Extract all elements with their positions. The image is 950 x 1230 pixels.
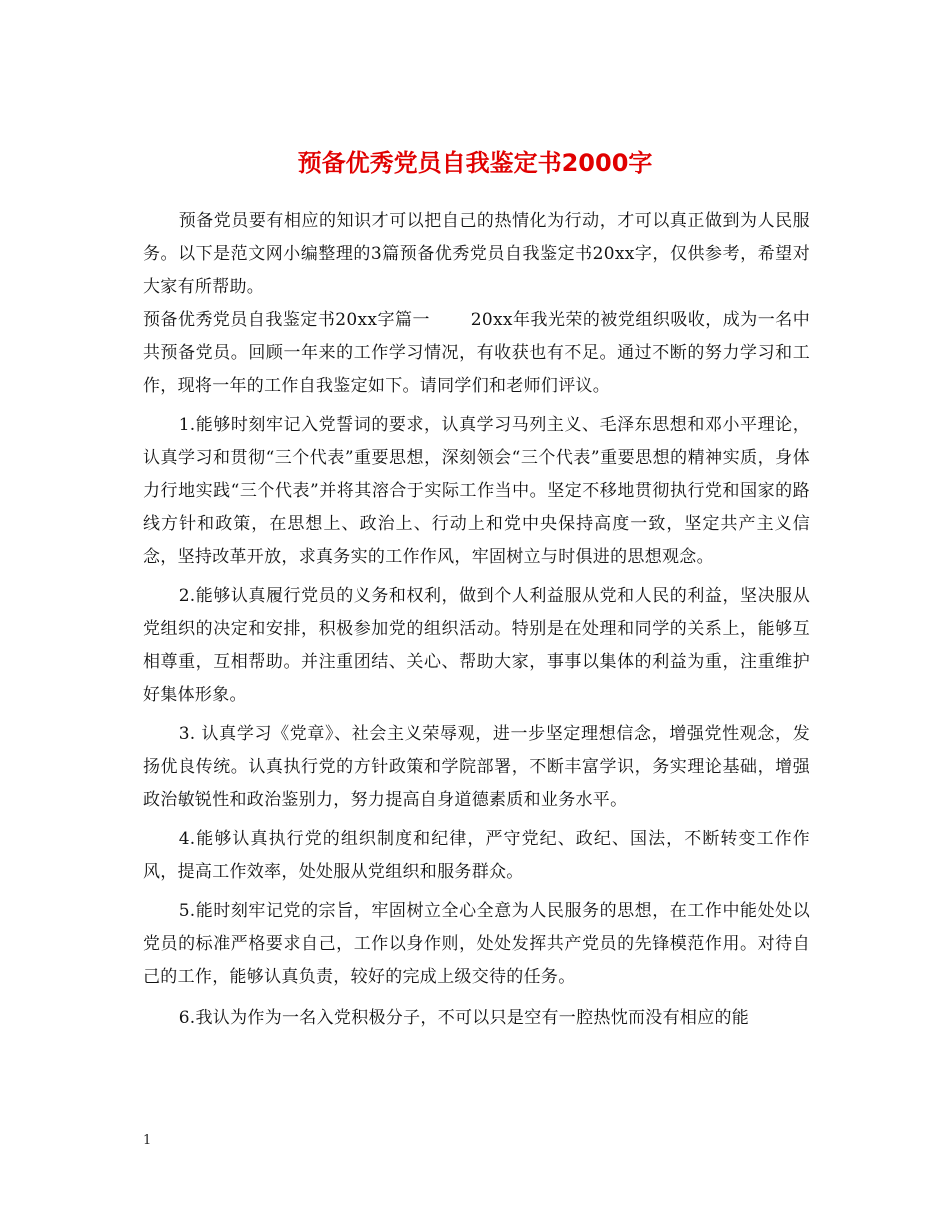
page-number: 1 — [143, 1133, 152, 1148]
point-2-paragraph: 2.能够认真履行党员的义务和权利，做到个人利益服从党和人民的利益，坚决服从党组织的决定和安排，积极参加党的组织活动。特别是在处理和同学的关系上，能够互相尊重，互相帮助。并注重团结、关心、帮助大家，事事以集体的利益为重，注重维护好集体形象。 — [143, 586, 810, 705]
point-3-paragraph: 3. 认真学习《党章》、社会主义荣辱观，进一步坚定理想信念，增强党性观念，发扬优良传统。认真执行党的方针政策和学院部署，不断丰富学识，务实理论基础，增强政治敏锐性和政治鉴别力，努力提高自身道德素质和业务水平。 — [143, 724, 810, 810]
section-one-paragraph: 预备优秀党员自我鉴定书20xx字篇一 20xx年我光荣的被党组织吸收，成为一名中共预备党员。回顾一年来的工作学习情况，有收获也有不足。通过不断的努力学习和工作，现将一年的工作自我鉴定如下。请同学们和老师们评议。 — [143, 310, 810, 396]
document-body — [143, 205, 810, 1035]
point-4-paragraph: 4.能够认真执行党的组织制度和纪律，严守党纪、政纪、国法，不断转变工作作风，提高工作效率，处处服从党组织和服务群众。 — [143, 829, 810, 882]
point-5-paragraph: 5.能时刻牢记党的宗旨，牢固树立全心全意为人民服务的思想，在工作中能处处以党员的标准严格要求自己，工作以身作则，处处发挥共产党员的先锋模范作用。对待自己的工作，能够认真负责，较好的完成上级交待的任务。 — [143, 901, 810, 987]
point-1-paragraph: 1.能够时刻牢记入党誓词的要求，认真学习马列主义、毛泽东思想和邓小平理论，认真学习和贯彻“三个代表”重要思想，深刻领会“三个代表”重要思想的精神实质，身体力行地实践“三个代表”并将其溶合于实际工作当中。坚定不移地贯彻执行党和国家的路线方针和政策，在思想上、政治上、行动上和党中央保持高度一致，坚定共产主义信念，坚持改革开放，求真务实的工作作风，牢固树立与时俱进的思想观念。 — [143, 415, 810, 567]
document-title: 预备优秀党员自我鉴定书2000字 — [297, 149, 653, 178]
point-6-paragraph: 6.我认为作为一名入党积极分子，不可以只是空有一腔热忱而没有相应的能 — [178, 1008, 750, 1028]
intro-paragraph: 预备党员要有相应的知识才可以把自己的热情化为行动，才可以真正做到为人民服务。以下是范文网小编整理的3篇预备优秀党员自我鉴定书20xx字，仅供参考，希望对大家有所帮助。 — [143, 211, 810, 297]
